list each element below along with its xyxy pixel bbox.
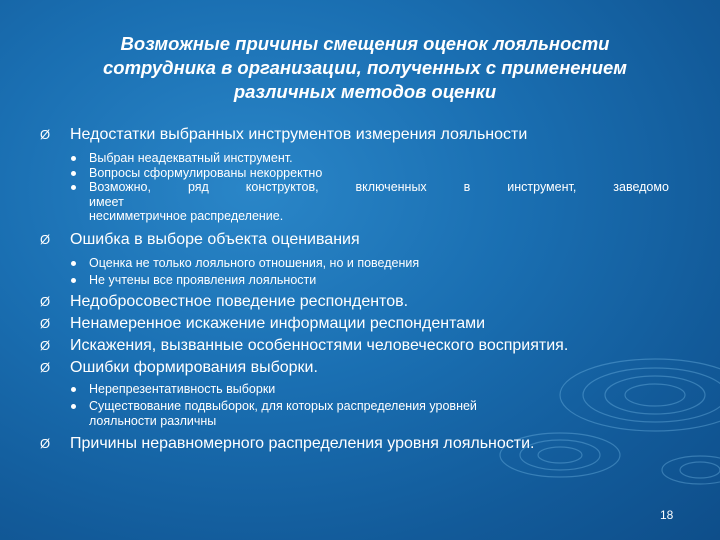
- continuation-line: лояльности различны: [89, 413, 217, 428]
- word: в: [463, 180, 471, 194]
- sub-bullet-item: [40, 382, 680, 397]
- bullet-item-instrument-flaws: [40, 124, 680, 146]
- dot-bullet-icon: [71, 185, 76, 190]
- arrow-bullet-icon: Ø: [40, 127, 51, 142]
- title-line-1: Возможные причины смещения оценок лояльности: [120, 33, 610, 54]
- bullet-item-sampling-errors: [40, 357, 680, 379]
- sub-bullet-text: Нерепрезентативность выборки: [89, 381, 276, 396]
- word: конструктов,: [245, 180, 319, 194]
- dot-bullet-icon: [71, 156, 76, 161]
- sub-bullet-text: Существование подвыборок, для которых распределения уровней: [89, 399, 477, 413]
- word: Возможно,: [89, 180, 151, 194]
- sub-bullet-text: Оценка не только лояльного отношения, но и поведения: [89, 255, 420, 270]
- bullet-text: Искажения, вызванные особенностями человеческого восприятия.: [70, 336, 569, 354]
- dot-bullet-icon: [71, 278, 76, 283]
- arrow-bullet-icon: Ø: [40, 436, 51, 451]
- slide-title: [60, 32, 670, 104]
- bullet-item-unintended-distortion: [40, 313, 680, 335]
- sub-bullet-item-justified: [40, 180, 680, 224]
- bullet-item-object-error: [40, 229, 680, 251]
- arrow-bullet-icon: Ø: [40, 293, 51, 309]
- arrow-bullet-icon: Ø: [40, 231, 51, 247]
- dot-bullet-icon: [71, 387, 76, 392]
- word: включенных: [355, 180, 427, 194]
- title-line-2: сотрудника в организации, полученных с применением: [103, 57, 627, 78]
- bullet-text: Ненамеренное искажение информации респондентами: [70, 314, 486, 332]
- continuation-line: несимметричное распределение.: [89, 209, 284, 223]
- arrow-bullet-icon: Ø: [40, 315, 51, 331]
- bullet-text: Недостатки выбранных инструментов измерения лояльности: [70, 126, 528, 143]
- sub-bullet-text: Выбран неадекватный инструмент.: [89, 151, 293, 165]
- sub-bullet-item: [40, 399, 680, 428]
- sub-bullet-item: [40, 256, 680, 271]
- sub-bullet-item: [40, 166, 680, 181]
- dot-bullet-icon: [71, 261, 76, 266]
- bullet-item-uneven-distribution: [40, 433, 680, 455]
- dot-bullet-icon: [71, 171, 76, 176]
- word: инструмент,: [507, 180, 577, 194]
- word: ряд: [187, 180, 209, 194]
- sub-bullet-item: [40, 273, 680, 288]
- arrow-bullet-icon: Ø: [40, 359, 51, 375]
- bullet-item-dishonest-behavior: [40, 291, 680, 313]
- title-line-3: различных методов оценки: [233, 81, 497, 102]
- continuation-line: имеет: [89, 194, 124, 209]
- bullet-item-perception-distortion: [40, 335, 680, 357]
- bullet-text: Причины неравномерного распределения уровня лояльности.: [70, 435, 535, 452]
- page-number: 18: [660, 508, 674, 522]
- word: заведомо: [613, 180, 669, 194]
- sub-bullet-item: [40, 151, 680, 166]
- justified-line: [89, 180, 669, 195]
- bullet-text: Ошибки формирования выборки.: [70, 358, 318, 376]
- sub-bullet-text: Не учтены все проявления лояльности: [89, 273, 317, 287]
- sub-bullet-text: Вопросы сформулированы некорректно: [89, 165, 323, 180]
- arrow-bullet-icon: Ø: [40, 337, 51, 353]
- bullet-text: Недобросовестное поведение респондентов.: [70, 292, 409, 310]
- bullet-text: Ошибка в выборе объекта оценивания: [70, 230, 360, 248]
- dot-bullet-icon: [71, 404, 76, 409]
- bullet-list: [40, 124, 680, 455]
